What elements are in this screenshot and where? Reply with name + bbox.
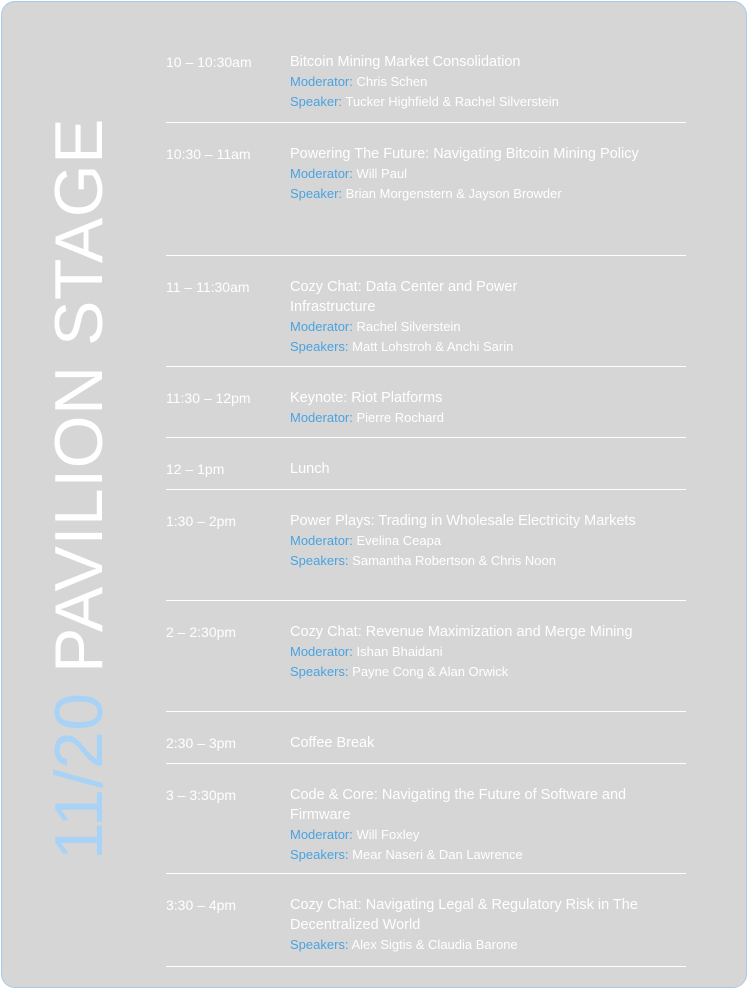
schedule-list [166, 52, 686, 967]
session-speakers: Speakers: Mear Naseri & Dan Lawrence [290, 846, 523, 862]
session-moderator: Moderator: Chris Schen [290, 74, 428, 89]
session-moderator: Moderator: Pierre Rochard [290, 410, 444, 425]
session-row [166, 601, 686, 712]
session-time: 1:30 – 2pm [166, 513, 237, 529]
session-title: Cozy Chat: Revenue Maximization and Merge Mining [290, 624, 633, 640]
session-speakers: Speakers: Payne Cong & Alan Orwick [290, 663, 509, 679]
session-title: Cozy Chat: Navigating Legal & Regulatory Risk in The Decentralized World [290, 897, 638, 933]
session-time: 11 – 11:30am [166, 279, 250, 295]
schedule-card [1, 1, 747, 988]
session-speakers: Speakers: Samantha Robertson & Chris Noon [290, 552, 556, 568]
session-time: 2:30 – 3pm [166, 735, 237, 751]
session-time: 10 – 10:30am [166, 54, 252, 70]
session-moderator: Moderator: Will Foxley [290, 827, 420, 842]
session-title: Keynote: Riot Platforms [290, 390, 443, 406]
session-row [166, 438, 686, 490]
session-time: 2 – 2:30pm [166, 624, 237, 640]
session-title: Lunch [290, 461, 330, 477]
session-row [166, 874, 686, 967]
session-speakers: Speaker: Tucker Highfield & Rachel Silverstein [290, 93, 559, 109]
session-title: Code & Core: Navigating the Future of Software and Firmware [290, 787, 627, 823]
session-row [166, 256, 686, 367]
session-speakers: Speaker: Brian Morgenstern & Jayson Browder [290, 185, 562, 201]
session-time: 3:30 – 4pm [166, 897, 237, 913]
stage-heading [41, 118, 117, 860]
session-row [166, 52, 686, 123]
session-moderator: Moderator: Will Paul [290, 166, 408, 181]
stage-label: PAVILION STAGE [41, 118, 117, 673]
session-row [166, 764, 686, 874]
session-title: Coffee Break [290, 735, 375, 751]
session-row [166, 367, 686, 438]
date-label: 11/20 [41, 692, 117, 860]
session-time: 11:30 – 12pm [166, 390, 251, 406]
session-speakers: Speakers: Matt Lohstroh & Anchi Sarin [290, 338, 514, 354]
session-row [166, 490, 686, 601]
session-speakers: Speakers: Alex Sigtis & Claudia Barone [290, 937, 518, 952]
session-title: Bitcoin Mining Market Consolidation [290, 54, 521, 70]
session-time: 3 – 3:30pm [166, 787, 237, 803]
session-title: Power Plays: Trading in Wholesale Electricity Markets [290, 513, 636, 529]
session-time: 12 – 1pm [166, 461, 225, 477]
session-time: 10:30 – 11am [166, 146, 251, 162]
session-moderator: Moderator: Rachel Silverstein [290, 319, 461, 334]
session-row [166, 144, 686, 256]
session-title: Cozy Chat: Data Center and Power Infrastructure [290, 279, 518, 315]
session-title: Powering The Future: Navigating Bitcoin Mining Policy [290, 146, 639, 162]
session-moderator: Moderator: Ishan Bhaidani [290, 644, 443, 659]
session-row [166, 712, 686, 764]
session-moderator: Moderator: Evelina Ceapa [290, 533, 442, 548]
